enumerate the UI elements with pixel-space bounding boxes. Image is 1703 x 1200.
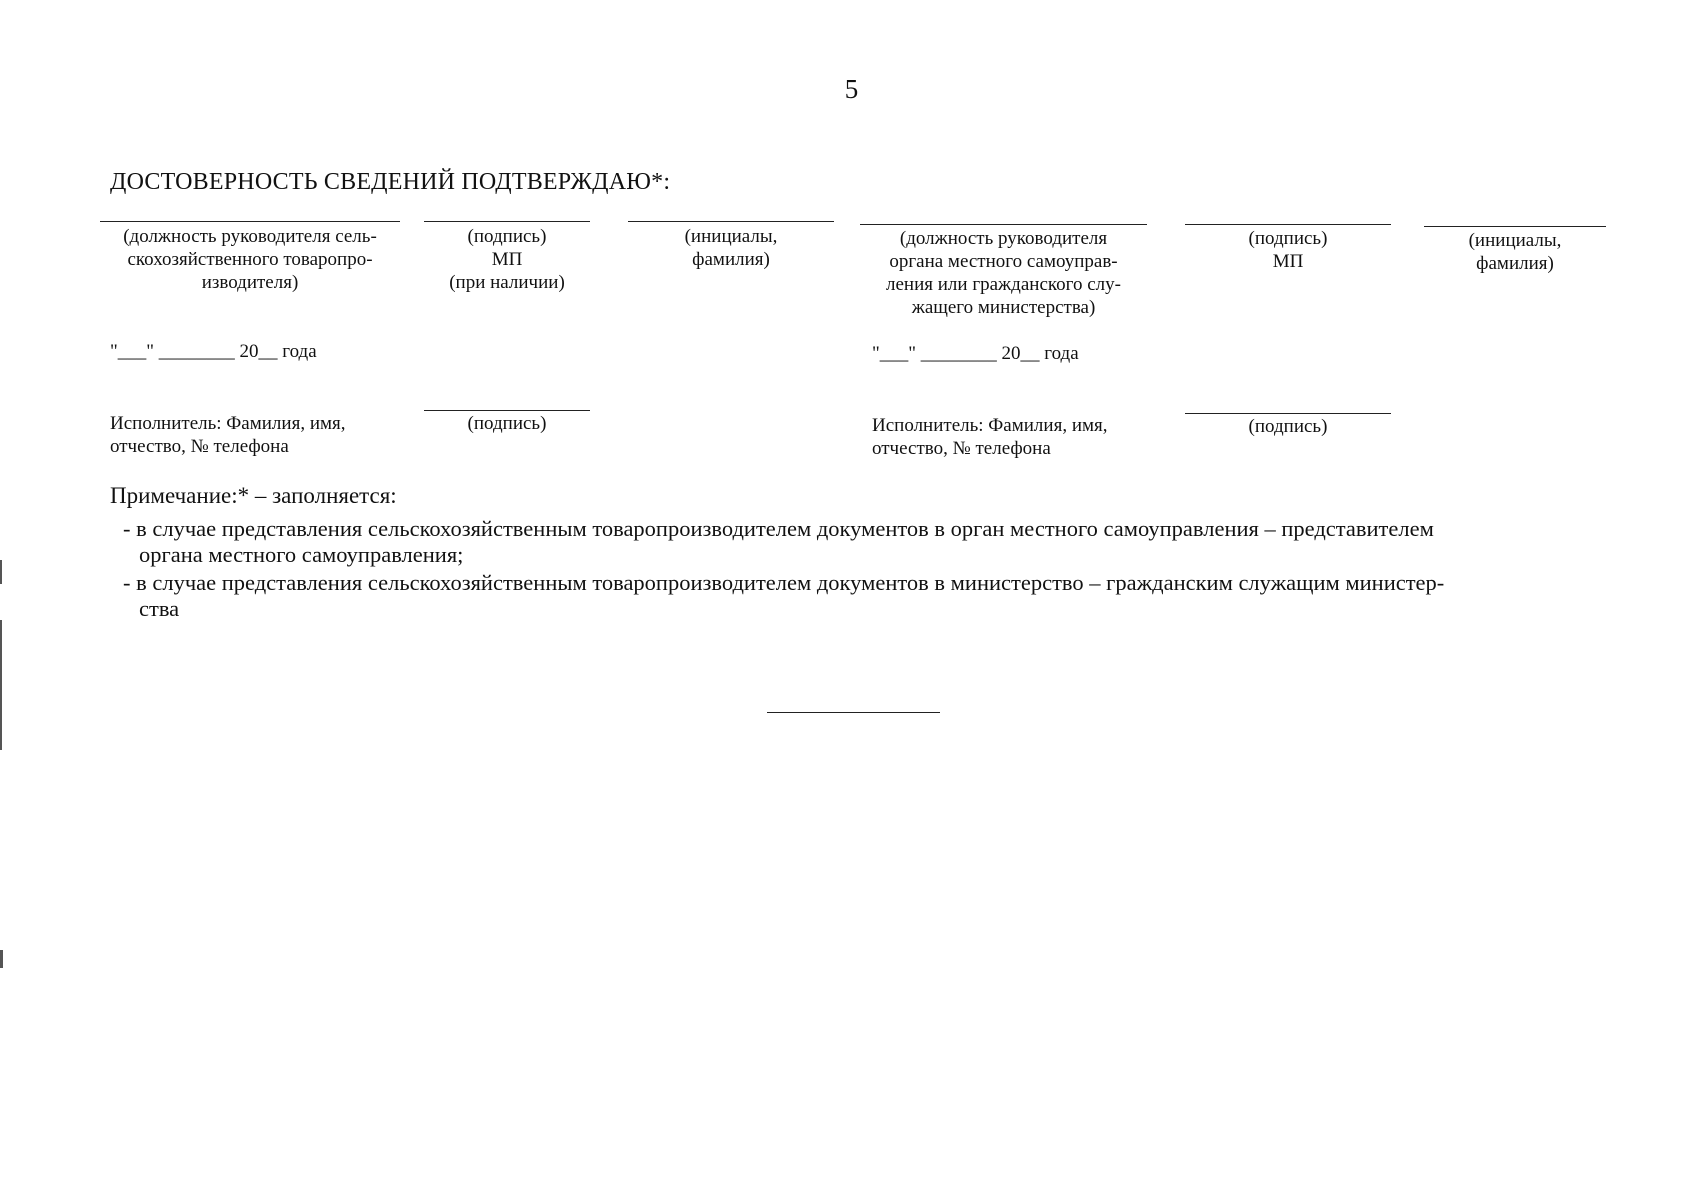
left-initials-caption: (инициалы, фамилия) [684,226,778,270]
left-signature-caption: (подпись) МП (при наличии) [449,226,565,293]
note-item-first-line: - в случае представления сельскохозяйственным товаропроизводителем документов в министерство – гражданским служащим министер- [123,570,1445,595]
scan-edge-mark [0,560,2,584]
left-executor-signature-line [424,410,590,411]
right-executor-signature-line [1185,413,1391,414]
right-date-line: "___" ________ 20__ года [872,343,1079,364]
left-position-line [100,221,400,222]
left-initials-line [628,221,834,222]
page-number: 5 [844,74,859,104]
right-signature-caption: (подпись) МП [1248,228,1328,272]
left-executor-signature-caption: (подпись) [467,413,547,434]
scan-edge-mark [0,950,3,968]
note-item-continuation: органа местного самоуправления; [139,542,464,567]
left-date-line: "___" ________ 20__ года [110,341,317,362]
right-executor-label: Исполнитель: Фамилия, имя, отчество, № телефона [872,415,1108,459]
closing-rule [767,712,940,713]
right-signature-line [1185,224,1391,225]
confirmation-heading: ДОСТОВЕРНОСТЬ СВЕДЕНИЙ ПОДТВЕРЖДАЮ*: [110,169,671,195]
left-position-caption: (должность руководителя сель- скохозяйственного товаропро- изводителя) [123,226,377,293]
note-item-local-government [123,516,1603,568]
note-item-ministry [123,570,1603,622]
left-executor-label: Исполнитель: Фамилия, имя, отчество, № телефона [110,413,346,457]
note-item-first-line: - в случае представления сельскохозяйственным товаропроизводителем документов в орган местного самоуправления – представителем [123,516,1434,541]
left-signature-line [424,221,590,222]
right-executor-signature-caption: (подпись) [1248,416,1328,437]
right-initials-line [1424,226,1606,227]
right-initials-caption: (инициалы, фамилия) [1468,230,1562,274]
note-item-continuation: ства [139,596,180,621]
right-position-caption: (должность руководителя органа местного самоуправ- ления или гражданского слу- жащего министерства) [886,228,1121,318]
right-position-line [860,224,1147,225]
scan-edge-mark [0,620,2,750]
note-title: Примечание:* – заполняется: [110,483,397,508]
